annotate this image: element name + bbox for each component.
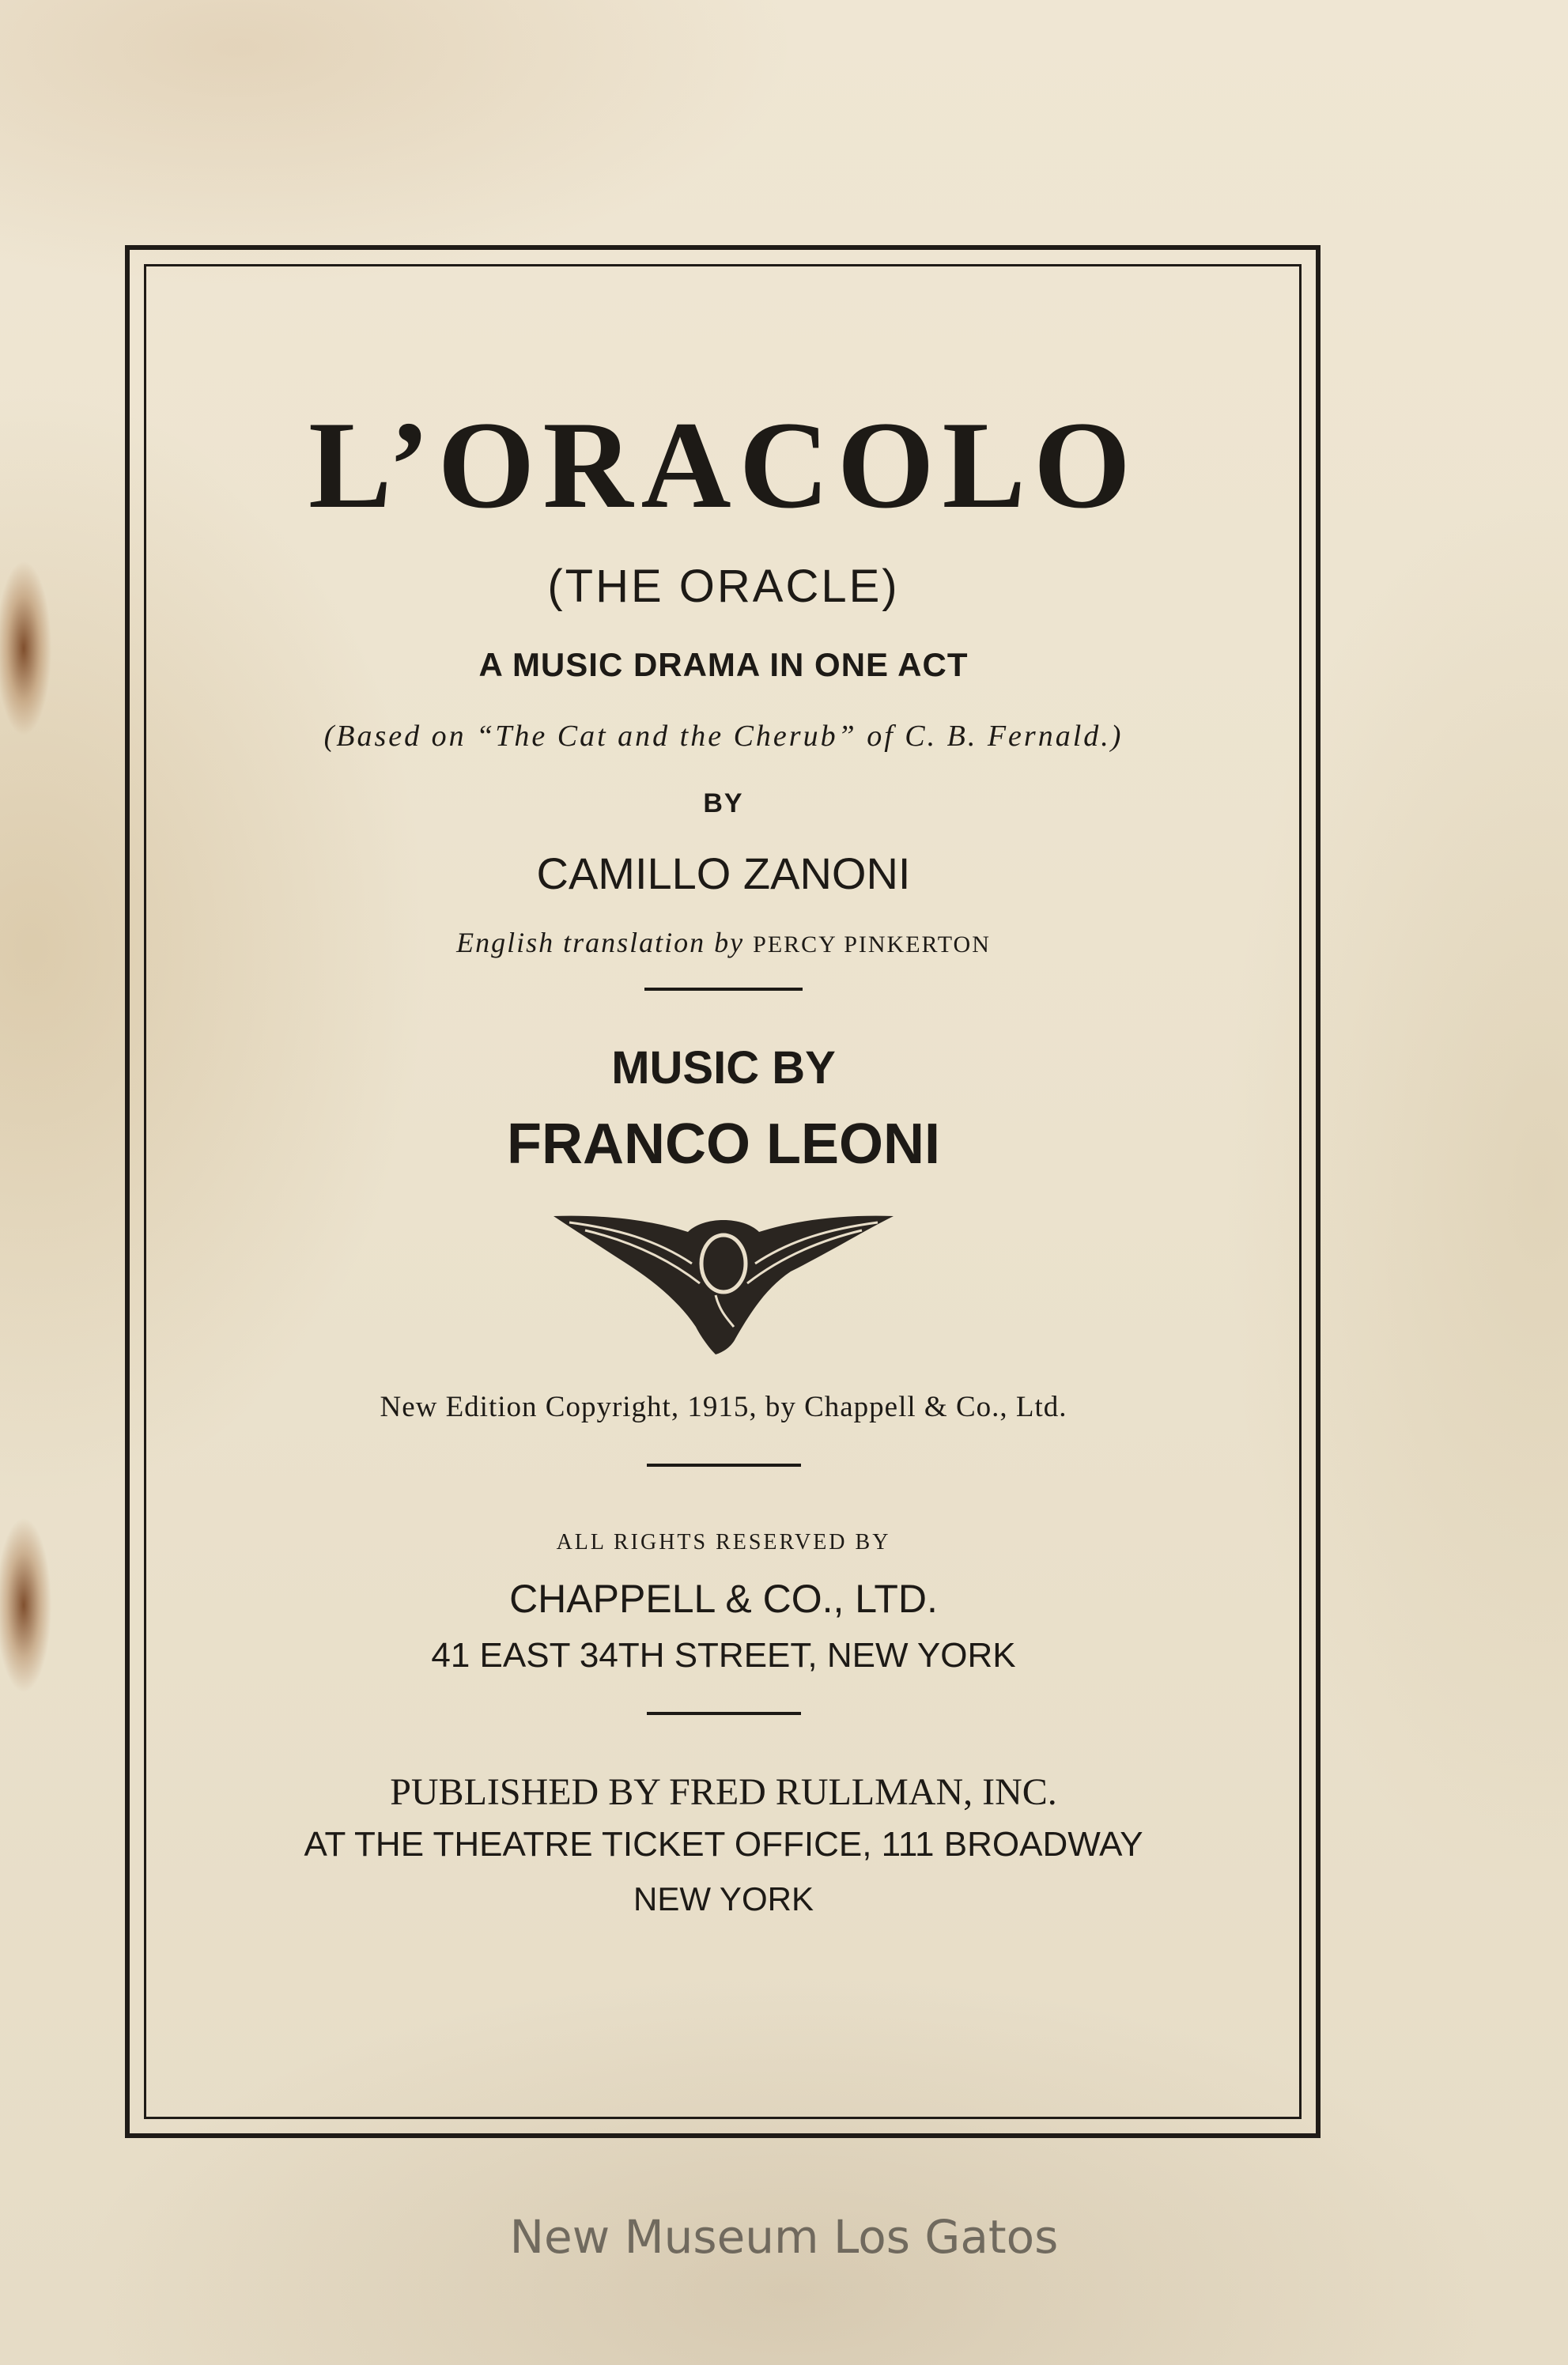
rights-reserved-label: ALL RIGHTS RESERVED BY [556,1530,891,1555]
subtitle: (THE ORACLE) [547,561,900,612]
cover-content [158,245,1289,1918]
translation-prefix: English translation by [456,927,745,958]
rust-stain-bottom [0,1502,55,1708]
divider-rule-3 [647,1712,801,1715]
copyright-line: New Edition Copyright, 1915, by Chappell & Co., Ltd. [380,1391,1067,1423]
rights-holder-address: 41 EAST 34TH STREET, NEW YORK [431,1636,1016,1675]
winged-emblem-icon [554,1208,894,1358]
rights-holder: CHAPPELL & CO., LTD. [509,1577,938,1621]
rust-stain-top [0,546,55,751]
watermark-text: New Museum Los Gatos [509,2210,1059,2264]
genre-line: A MUSIC DRAMA IN ONE ACT [478,646,969,683]
music-by-label: MUSIC BY [611,1042,836,1094]
divider-rule-2 [647,1464,801,1467]
composer-name: FRANCO LEONI [507,1113,940,1176]
publisher-line: PUBLISHED BY FRED RULLMAN, INC. [390,1771,1057,1813]
publisher-city: NEW YORK [633,1880,814,1917]
publisher-office: AT THE THEATRE TICKET OFFICE, 111 BROADWAY [304,1825,1143,1864]
translator-name: PERCY PINKERTON [753,931,991,958]
by-label: BY [703,788,744,818]
translation-credit [158,926,1289,959]
librettist-name: CAMILLO ZANONI [536,848,911,898]
title: L’ORACOLO [308,396,1139,535]
divider-rule-1 [644,988,803,991]
based-on-line: (Based on “The Cat and the Cherub” of C. B. Fernald.) [323,720,1124,753]
